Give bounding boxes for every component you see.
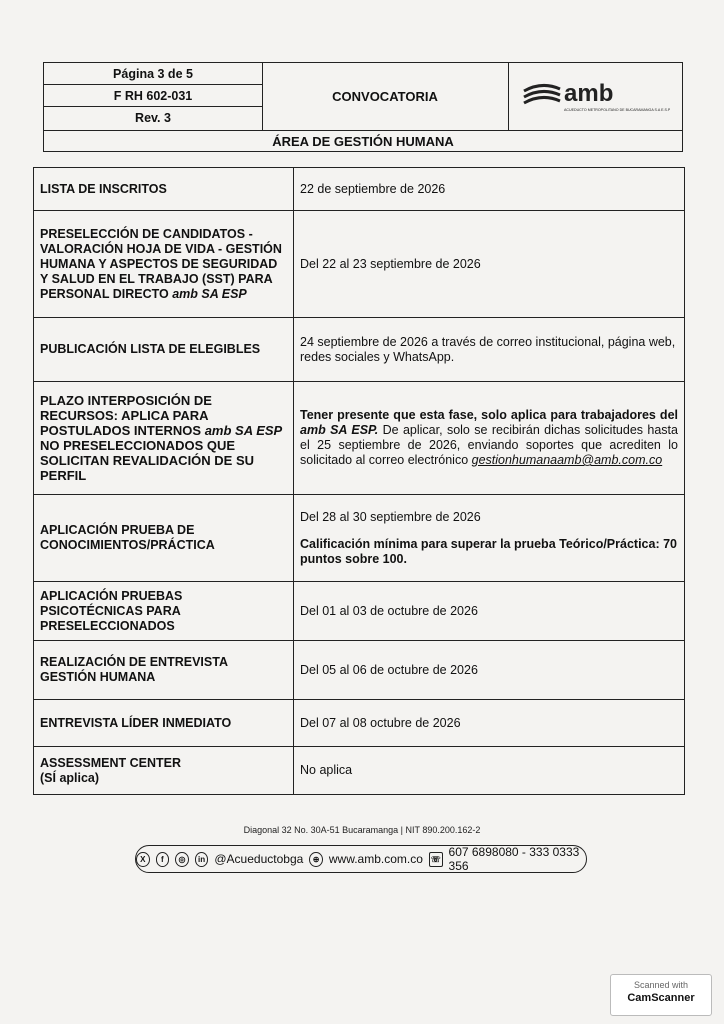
phone-icon: ☏ <box>429 852 443 867</box>
row-label: REALIZACIÓN DE ENTREVISTA GESTIÓN HUMANA <box>34 641 294 700</box>
facebook-icon: f <box>156 852 170 867</box>
row-value: Del 22 al 23 septiembre de 2026 <box>294 211 685 318</box>
social-handle: @Acueductobga <box>214 852 304 866</box>
schedule-table <box>33 167 685 795</box>
linkedin-icon: in <box>195 852 209 867</box>
table-row <box>34 747 685 795</box>
document-title: CONVOCATORIA <box>262 63 509 130</box>
amb-logo-icon <box>520 75 670 119</box>
row-value: Tener presente que esta fase, solo aplica para trabajadores del amb SA ESP. De aplicar, solo se recibirán dichas solicitudes hasta el 25 septiembre de 2026, enviando soportes que acrediten lo solicitado al correo electrónico gestionhumanaamb@amb.com.co <box>294 382 685 495</box>
document-code: F RH 602-031 <box>44 85 262 107</box>
scanner-brand: CamScanner <box>627 992 695 1004</box>
row-value: 24 septiembre de 2026 a través de correo institucional, página web, redes sociales y WhatsApp. <box>294 318 685 382</box>
table-row <box>34 382 685 495</box>
header-meta <box>44 63 263 130</box>
scanner-caption: Scanned with <box>633 980 689 990</box>
table-row <box>34 495 685 582</box>
footer-address: Diagonal 32 No. 30A-51 Bucaramanga | NIT 890.200.162-2 <box>243 825 481 835</box>
row-value: Del 01 al 03 de octubre de 2026 <box>294 582 685 641</box>
footer-contact-bar <box>135 845 587 873</box>
row-label: LISTA DE INSCRITOS <box>34 168 294 211</box>
area-title: ÁREA DE GESTIÓN HUMANA <box>44 130 682 152</box>
camscanner-badge <box>610 974 712 1016</box>
email-link[interactable]: gestionhumanaamb@amb.com.co <box>471 453 663 467</box>
x-icon: X <box>136 852 150 867</box>
document-header <box>43 62 683 152</box>
table-row <box>34 582 685 641</box>
amb-logo <box>508 63 682 130</box>
row-label: PUBLICACIÓN LISTA DE ELEGIBLES <box>34 318 294 382</box>
row-value: Del 28 al 30 septiembre de 2026 Calificación mínima para superar la prueba Teórico/Práctica: 70 puntos sobre 100. <box>294 495 685 582</box>
row-value: Del 05 al 06 de octubre de 2026 <box>294 641 685 700</box>
row-value: Del 07 al 08 octubre de 2026 <box>294 700 685 747</box>
website: www.amb.com.co <box>328 852 423 866</box>
row-label: APLICACIÓN PRUEBAS PSICOTÉCNICAS PARA PRESELECCIONADOS <box>34 582 294 641</box>
table-row <box>34 700 685 747</box>
table-row <box>34 641 685 700</box>
row-value: No aplica <box>294 747 685 795</box>
row-label: PLAZO INTERPOSICIÓN DE RECURSOS: APLICA PARA POSTULADOS INTERNOS amb SA ESP NO PRESELECCIONADOS QUE SOLICITAN REVALIDACIÓN DE SU PERFIL <box>34 382 294 495</box>
revision: Rev. 3 <box>135 111 171 125</box>
svg-text:amb: amb <box>564 79 614 107</box>
globe-icon: ⊕ <box>309 852 323 867</box>
row-label: ENTREVISTA LÍDER INMEDIATO <box>34 700 294 747</box>
instagram-icon: ◎ <box>175 852 189 867</box>
row-label: APLICACIÓN PRUEBA DE CONOCIMIENTOS/PRÁCTICA <box>34 495 294 582</box>
row-label: PRESELECCIÓN DE CANDIDATOS - VALORACIÓN HOJA DE VIDA - GESTIÓN HUMANA Y ASPECTOS DE SEGURIDAD Y SALUD EN EL TRABAJO (SST) PARA PERSONAL DIRECTO amb SA ESP <box>34 211 294 318</box>
phone-numbers: 607 6898080 - 333 0333 356 <box>448 845 580 873</box>
table-row <box>34 318 685 382</box>
table-row <box>34 211 685 318</box>
row-value: 22 de septiembre de 2026 <box>294 168 685 211</box>
page-number: Página 3 de 5 <box>44 63 262 85</box>
table-row <box>34 168 685 211</box>
svg-text:ACUEDUCTO METROPOLITANO DE BUC: ACUEDUCTO METROPOLITANO DE BUCARAMANGA S.A E.S.P <box>564 107 670 112</box>
row-label: ASSESSMENT CENTER (SÍ aplica) <box>34 747 294 795</box>
